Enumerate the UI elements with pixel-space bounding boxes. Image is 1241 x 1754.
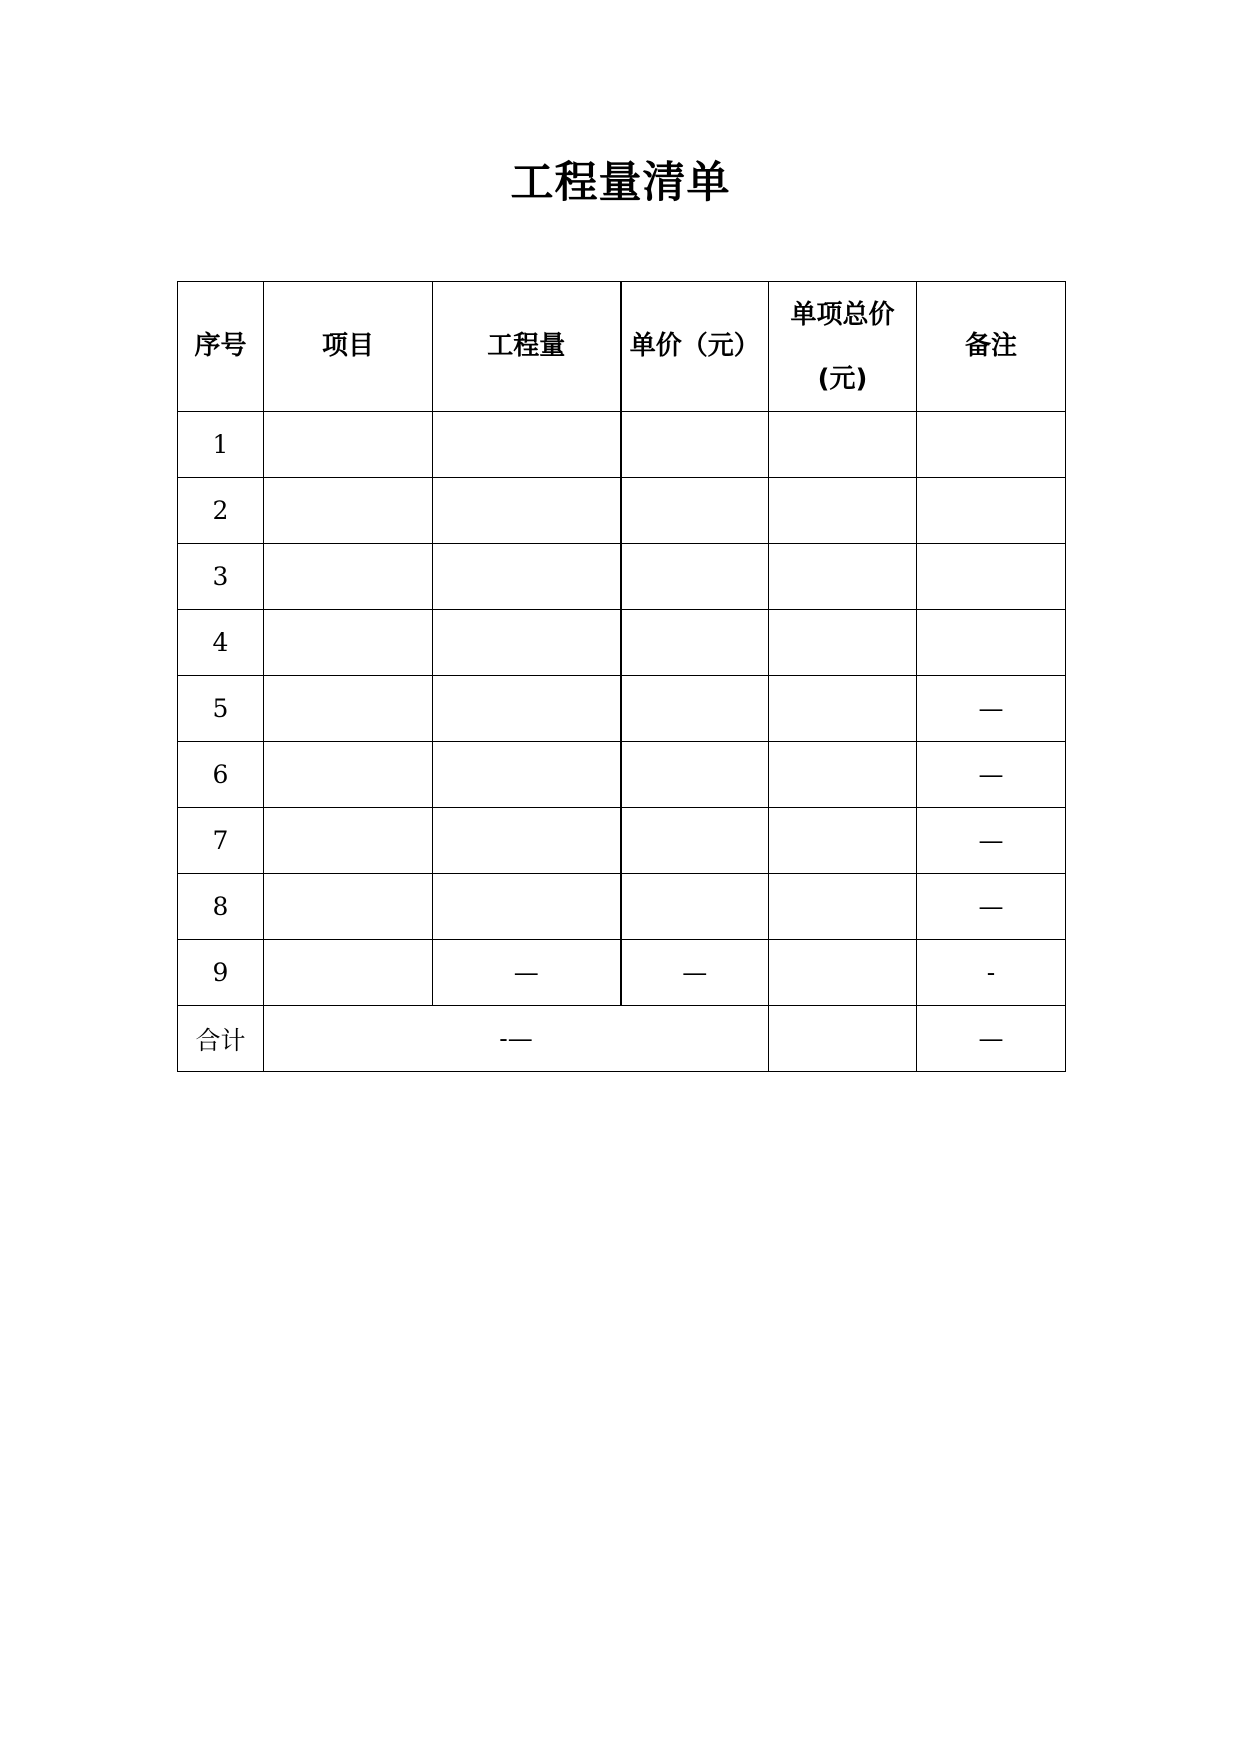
cell-quantity xyxy=(433,874,621,940)
table-row xyxy=(178,808,1066,874)
cell-quantity xyxy=(433,676,621,742)
table-row xyxy=(178,742,1066,808)
cell-item-total xyxy=(769,412,917,478)
header-item: 项目 xyxy=(264,282,433,412)
cell-quantity xyxy=(433,610,621,676)
cell-item xyxy=(264,742,433,808)
cell-total-remarks: — xyxy=(917,1006,1066,1072)
cell-quantity xyxy=(433,544,621,610)
cell-item-total xyxy=(769,874,917,940)
cell-quantity xyxy=(433,412,621,478)
cell-item xyxy=(264,412,433,478)
document-title: 工程量清单 xyxy=(510,158,731,208)
cell-serial-no: 4 xyxy=(178,610,264,676)
cell-quantity xyxy=(433,808,621,874)
cell-item-total xyxy=(769,742,917,808)
header-item-total xyxy=(769,282,917,412)
cell-total-label: 合计 xyxy=(178,1006,264,1072)
cell-unit-price: — xyxy=(621,940,769,1006)
cell-remarks xyxy=(917,478,1066,544)
table-row xyxy=(178,874,1066,940)
cell-unit-price xyxy=(621,478,769,544)
cell-serial-no: 8 xyxy=(178,874,264,940)
cell-item xyxy=(264,940,433,1006)
cell-serial-no: 9 xyxy=(178,940,264,1006)
cell-remarks: — xyxy=(917,808,1066,874)
cell-total-merged: -— xyxy=(264,1006,769,1072)
table-row xyxy=(178,676,1066,742)
cell-grand-total xyxy=(769,1006,917,1072)
cell-item-total xyxy=(769,676,917,742)
table-row xyxy=(178,610,1066,676)
cell-item-total xyxy=(769,478,917,544)
cell-unit-price xyxy=(621,742,769,808)
cell-remarks xyxy=(917,412,1066,478)
header-unit-price: 单价（元） xyxy=(621,282,769,412)
cell-unit-price xyxy=(621,676,769,742)
cell-item-total xyxy=(769,940,917,1006)
cell-unit-price xyxy=(621,808,769,874)
table-header-row xyxy=(178,282,1066,412)
cell-item-total xyxy=(769,544,917,610)
cell-unit-price xyxy=(621,412,769,478)
cell-remarks: — xyxy=(917,676,1066,742)
table-row xyxy=(178,478,1066,544)
cell-item xyxy=(264,610,433,676)
total-row xyxy=(178,1006,1066,1072)
cell-quantity xyxy=(433,742,621,808)
cell-unit-price xyxy=(621,874,769,940)
bill-of-quantities-table xyxy=(177,281,1066,1072)
cell-item xyxy=(264,544,433,610)
cell-serial-no: 7 xyxy=(178,808,264,874)
header-remarks: 备注 xyxy=(917,282,1066,412)
cell-item-total xyxy=(769,610,917,676)
cell-item-total xyxy=(769,808,917,874)
table-row xyxy=(178,544,1066,610)
cell-serial-no: 6 xyxy=(178,742,264,808)
table-row xyxy=(178,412,1066,478)
cell-remarks xyxy=(917,610,1066,676)
table-row xyxy=(178,940,1066,1006)
cell-quantity: — xyxy=(433,940,621,1006)
header-quantity: 工程量 xyxy=(433,282,621,412)
cell-item xyxy=(264,874,433,940)
header-serial-no: 序号 xyxy=(178,282,264,412)
cell-remarks: — xyxy=(917,742,1066,808)
cell-remarks xyxy=(917,544,1066,610)
cell-unit-price xyxy=(621,544,769,610)
cell-item xyxy=(264,676,433,742)
cell-item xyxy=(264,478,433,544)
cell-unit-price xyxy=(621,610,769,676)
cell-quantity xyxy=(433,478,621,544)
header-item-total-line1: 单项总价 xyxy=(790,299,895,330)
cell-remarks: — xyxy=(917,874,1066,940)
header-item-total-line2: (元) xyxy=(817,363,868,394)
cell-serial-no: 2 xyxy=(178,478,264,544)
cell-serial-no: 5 xyxy=(178,676,264,742)
cell-serial-no: 1 xyxy=(178,412,264,478)
cell-item xyxy=(264,808,433,874)
cell-serial-no: 3 xyxy=(178,544,264,610)
cell-remarks: - xyxy=(917,940,1066,1006)
